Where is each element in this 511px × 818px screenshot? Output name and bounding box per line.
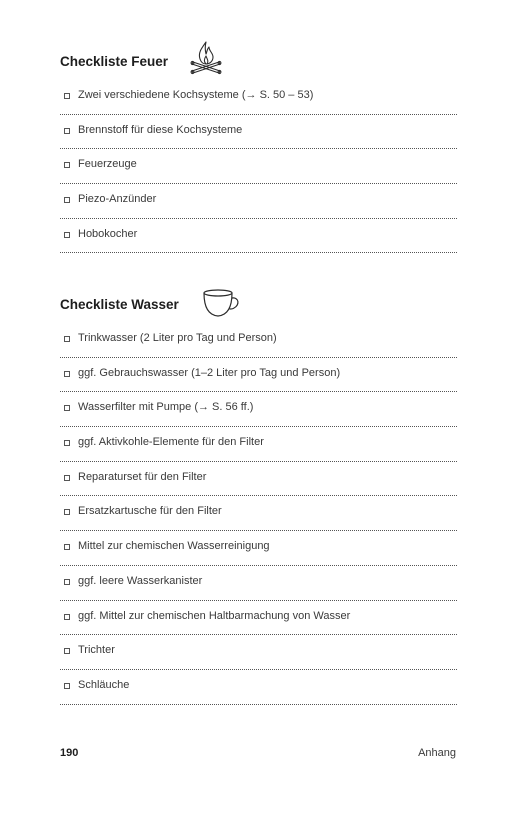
checkbox[interactable] <box>64 371 70 377</box>
checklist-item-label: Schläuche <box>78 678 130 691</box>
checkbox[interactable] <box>64 405 70 411</box>
checklist-item-label: Trichter <box>78 644 115 657</box>
checklist-item-label: ggf. Aktivkohle-Elemente für den Filter <box>78 436 264 449</box>
checklist-fire-items <box>60 80 457 253</box>
checklist-item-label: Mittel zur chemischen Wasserreinigung <box>78 540 270 553</box>
checklist-item <box>60 670 457 705</box>
checklist-item-label: ggf. Mittel zur chemischen Haltbarmachung von Wasser <box>78 609 351 622</box>
checklist-item-label: Zwei verschiedene Kochsysteme (→ S. 50 – 53) <box>78 89 314 101</box>
checkbox[interactable] <box>64 128 70 134</box>
checkbox[interactable] <box>64 614 70 620</box>
checklist-item <box>60 115 457 150</box>
checklist-fire-header <box>60 40 457 80</box>
checklist-item-label: Trinkwasser (2 Liter pro Tag und Person) <box>78 332 277 344</box>
cup-icon <box>201 288 241 323</box>
checklist-item <box>60 358 457 393</box>
checkbox[interactable] <box>64 232 70 238</box>
checkbox[interactable] <box>64 648 70 654</box>
page-footer <box>60 747 457 763</box>
checklist-item <box>60 635 457 670</box>
checklist-item <box>60 427 457 462</box>
checklist-item-label: ggf. Gebrauchswasser (1–2 Liter pro Tag und Person) <box>78 366 341 379</box>
checklist-item <box>60 531 457 566</box>
checklist-item-label: Brennstoff für diese Kochsysteme <box>78 123 243 136</box>
checklist-water-title: Checkliste Wasser <box>60 297 179 312</box>
checklist-item-label: Reparaturset für den Filter <box>78 470 207 483</box>
checklist-item-label: Piezo-Anzünder <box>78 193 157 206</box>
checkbox[interactable] <box>64 336 70 342</box>
checklist-item <box>60 496 457 531</box>
checkbox[interactable] <box>64 509 70 515</box>
checklist-item-label: ggf. leere Wasserkanister <box>78 574 203 587</box>
checklist-item-label: Ersatzkartusche für den Filter <box>78 505 222 518</box>
checklist-fire-title: Checkliste Feuer <box>60 54 169 69</box>
checklist-item <box>60 184 457 219</box>
checkbox[interactable] <box>64 197 70 203</box>
checkbox[interactable] <box>64 93 70 99</box>
checklist-item <box>60 601 457 636</box>
checklist-item-label: Feuerzeuge <box>78 158 137 171</box>
page-number: 190 <box>60 747 79 759</box>
checklist-item <box>60 149 457 184</box>
checklist-fire-section <box>60 40 457 253</box>
checklist-item <box>60 392 457 427</box>
checkbox[interactable] <box>64 579 70 585</box>
chapter-name: Anhang <box>418 747 456 759</box>
checklist-item <box>60 566 457 601</box>
checklist-water-header <box>60 283 457 323</box>
checklist-item <box>60 462 457 497</box>
checkbox[interactable] <box>64 683 70 689</box>
checkbox[interactable] <box>64 162 70 168</box>
checkbox[interactable] <box>64 475 70 481</box>
checklist-item-label: Hobokocher <box>78 227 138 240</box>
checkbox[interactable] <box>64 440 70 446</box>
checklist-item <box>60 219 457 254</box>
checklist-item-label: Wasserfilter mit Pumpe (→ S. 56 ff.) <box>78 401 254 414</box>
checklist-item <box>60 80 457 115</box>
checkbox[interactable] <box>64 544 70 550</box>
checklist-water-items <box>60 323 457 705</box>
campfire-icon <box>188 40 224 83</box>
checklist-water-section <box>60 283 457 705</box>
checklist-item <box>60 323 457 358</box>
